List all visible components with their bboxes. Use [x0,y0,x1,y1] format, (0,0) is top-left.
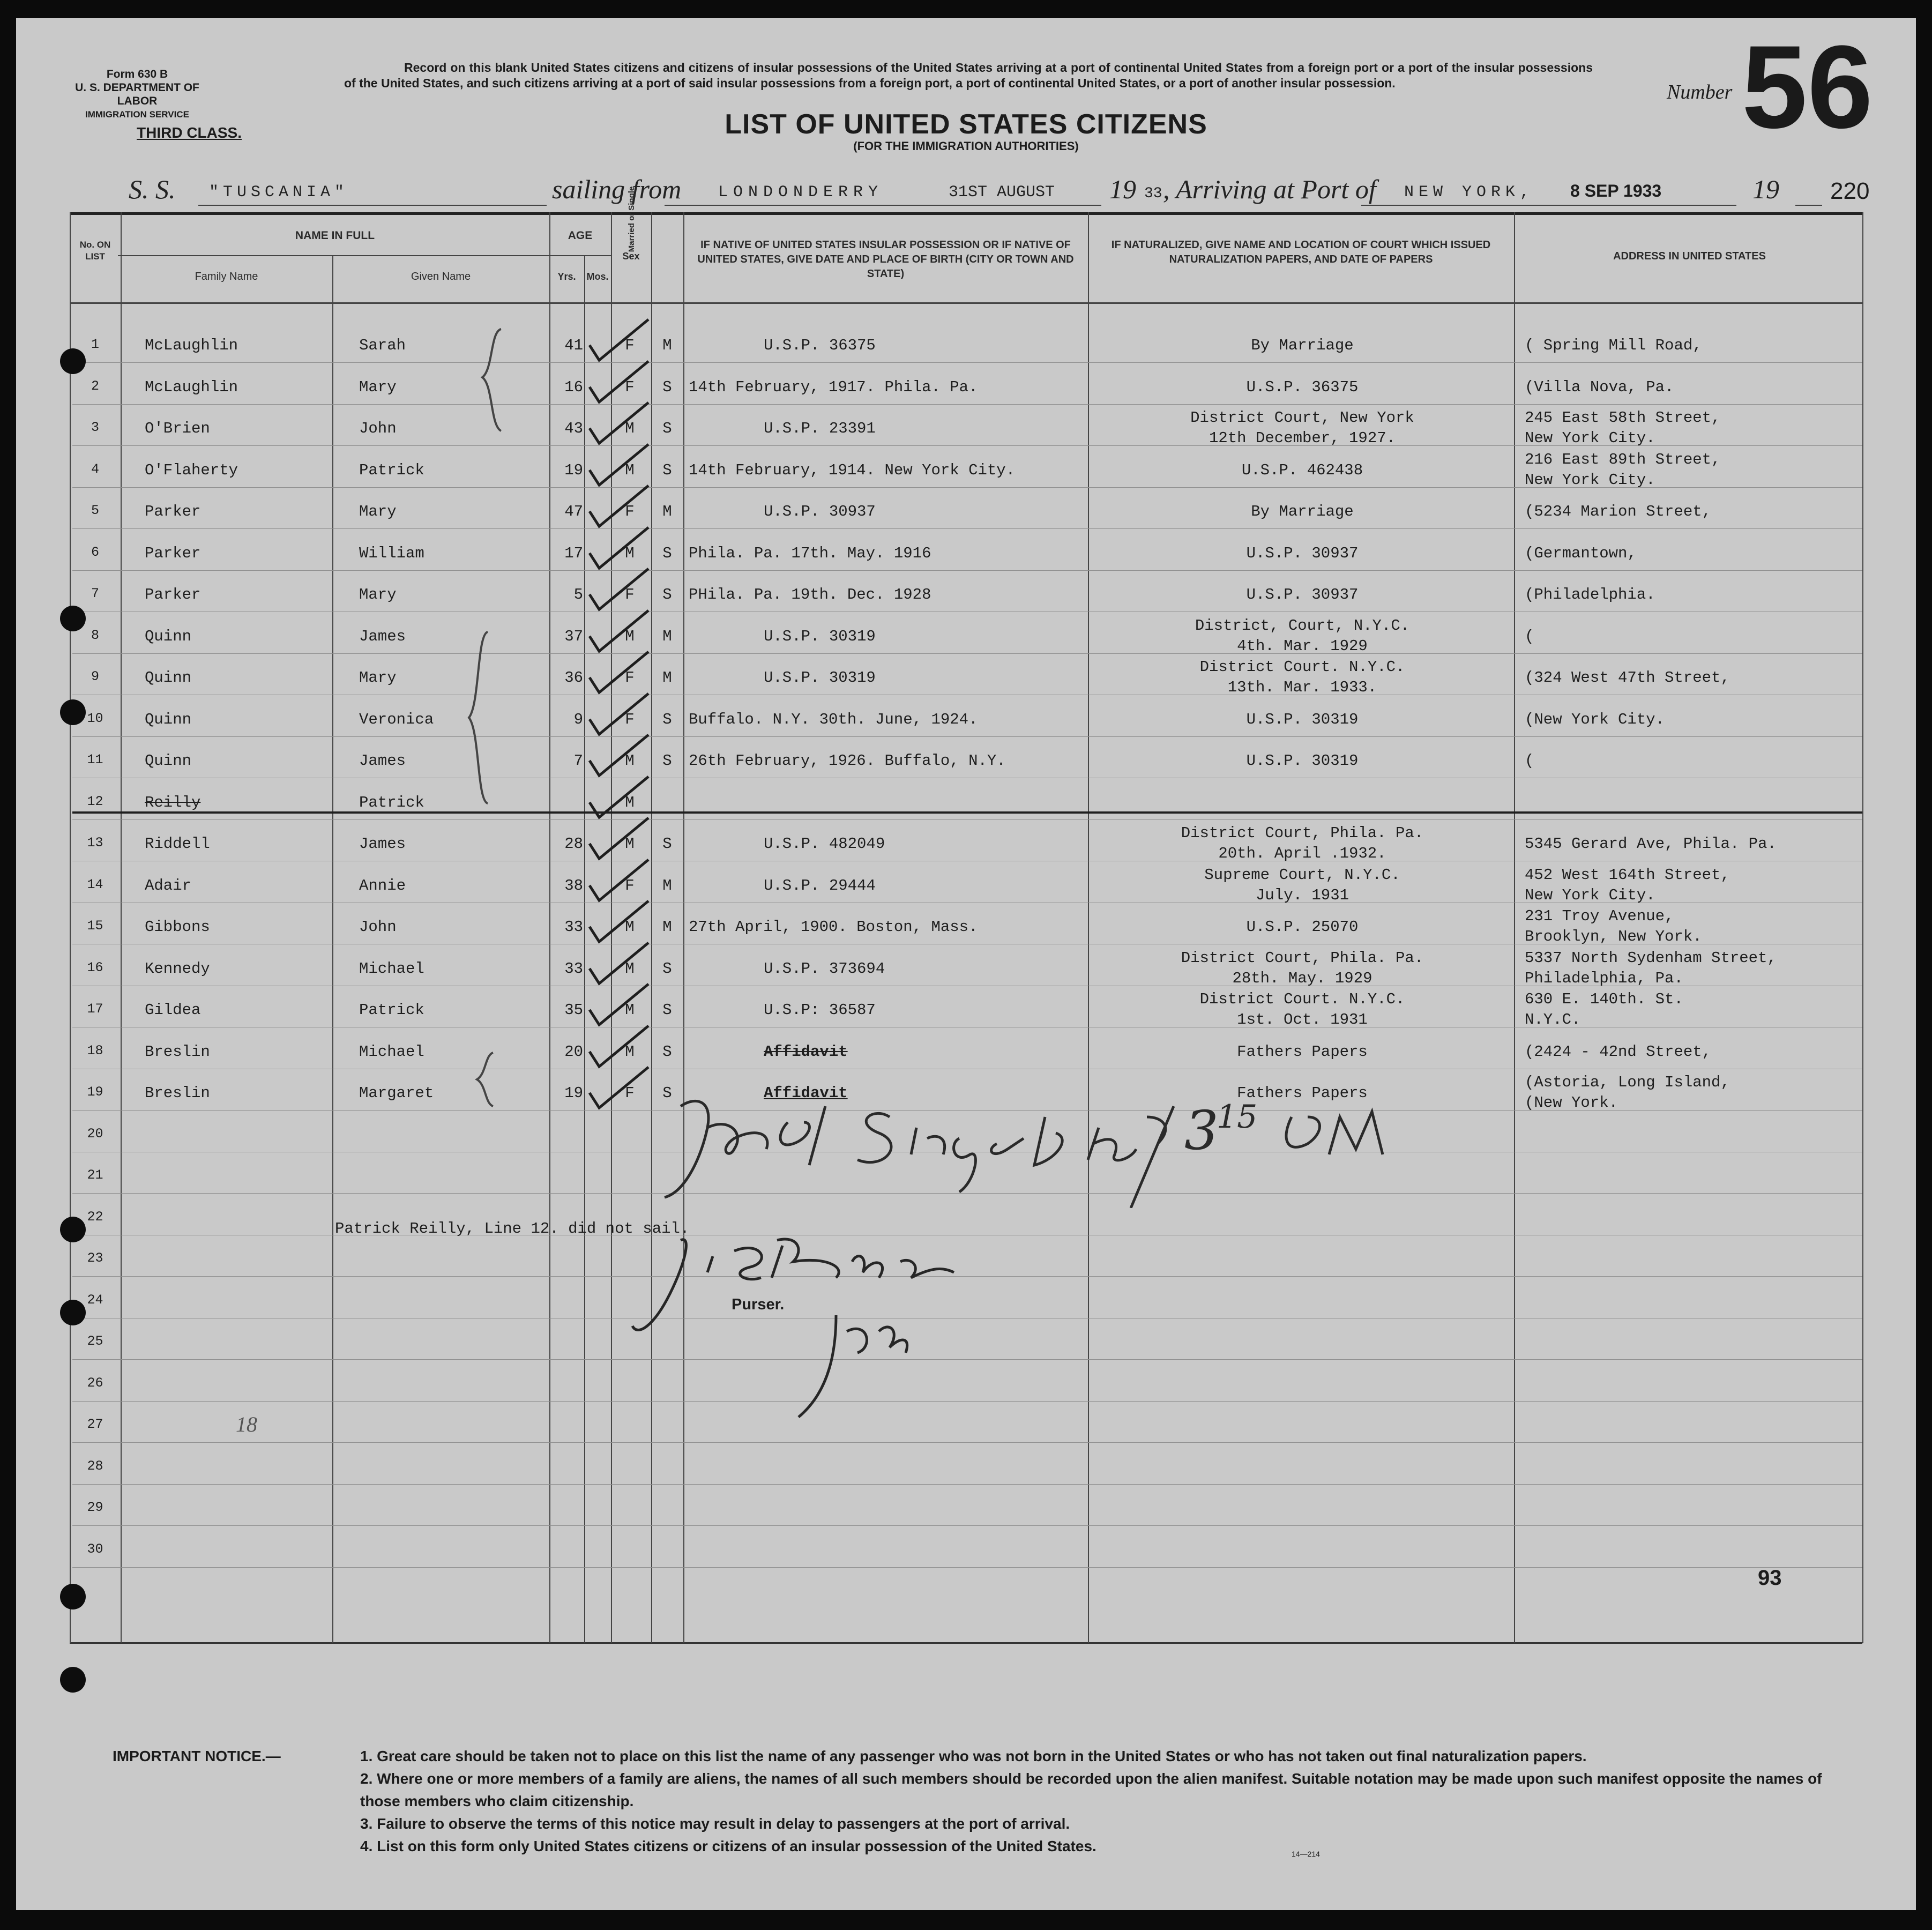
ship-line [129,174,1892,211]
row-number: 7 [91,586,99,601]
check-mark [584,360,654,408]
row-rule [72,819,1862,820]
row-number: 28 [87,1458,103,1474]
given-name: John [359,918,397,936]
birth-info: Affidavit [764,1042,848,1061]
birth-info: PHila. Pa. 19th. Dec. 1928 [689,586,931,603]
birth-info: U.S.P. 373694 [764,959,885,978]
birth-info: 26th February, 1926. Buffalo, N.Y. [689,752,1006,770]
sex: F [625,586,635,603]
age-years: 36 [564,669,583,687]
header-yrs: Yrs. [557,271,576,282]
address: ( [1525,752,1534,770]
inspector-signature [648,1085,1442,1208]
address: (2424 - 42nd Street, [1525,1042,1712,1061]
birth-info: U.S.P: 36587 [764,1001,876,1019]
ss-label: S. S. [129,174,176,204]
naturalization: District, Court, N.Y.C. [1195,616,1410,635]
married-single: S [662,1001,672,1019]
birth-info: Buffalo. N.Y. 30th. June, 1924. [689,710,978,728]
married-single: M [662,876,672,895]
family-name: Quinn [145,627,192,645]
header-family-name: Family Name [195,271,258,282]
address-line-2: (New York. [1525,1094,1618,1112]
naturalization-line-2: 13th. Mar. 1933. [1227,679,1377,696]
port-to: NEW YORK, [1404,183,1535,202]
given-name: James [359,627,406,645]
sex: F [625,337,635,354]
given-name: Mary [359,669,397,687]
row-number: 6 [91,544,99,560]
check-mark [584,401,654,450]
sex: M [625,918,635,936]
family-name: Quinn [145,752,192,770]
sex: M [625,835,635,853]
header-given-name: Given Name [411,271,471,282]
age-years: 37 [564,627,583,645]
header-sex: Sex [622,251,640,262]
page-subtitle: (FOR THE IMMIGRATION AUTHORITIES) [853,139,1079,153]
family-name: Adair [145,876,192,895]
given-name: Patrick [359,461,424,479]
header-naturalized: IF NATURALIZED, GIVE NAME AND LOCATION OF COURT WHICH ISSUED NATURALIZATION PAPERS, AND DATE OF PAPERS [1111,239,1491,265]
row-rule [72,404,1862,405]
sex: F [625,378,635,396]
port-from: LONDONDERRY [718,183,884,202]
family-name: O'Brien [145,420,210,437]
row-rule [72,653,1862,654]
birth-info: U.S.P. 30937 [764,503,876,520]
check-mark [584,859,654,907]
sex: M [625,461,635,479]
year-suffix: 33 [1144,185,1162,202]
sex: M [625,1001,635,1019]
address: ( [1525,627,1534,645]
row-number: 9 [91,669,99,684]
family-name: Breslin [145,1084,210,1102]
birth-info: U.S.P. 36375 [764,337,876,354]
address: (Philadelphia. [1525,586,1655,603]
check-mark [584,817,654,865]
row-number: 10 [87,710,103,726]
naturalization: U.S.P. 36375 [1246,378,1359,396]
department: U. S. DEPARTMENT OF LABOR [75,81,199,107]
given-name: Annie [359,876,406,895]
row-rule [72,1484,1862,1485]
address-line-2: Philadelphia, Pa. [1525,969,1683,987]
check-mark [584,526,654,575]
family-name: Gildea [145,1001,201,1019]
naturalization-line-2: 28th. May. 1929 [1232,969,1372,987]
page-title: LIST OF UNITED STATES CITIZENS [725,109,1207,140]
birth-info: Phila. Pa. 17th. May. 1916 [689,544,931,562]
address: (Astoria, Long Island, [1525,1074,1730,1091]
naturalization-line-2: July. 1931 [1255,886,1349,904]
married-single: S [662,586,672,603]
row-number: 23 [87,1250,103,1266]
address: (Villa Nova, Pa. [1525,378,1674,396]
married-single: M [662,503,672,520]
birth-info: U.S.P. 23391 [764,420,876,437]
married-single: S [662,752,672,770]
check-mark [584,443,654,491]
sex: F [625,710,635,728]
binder-hole [60,699,86,725]
address: 630 E. 140th. St. [1525,990,1683,1008]
age-years: 38 [564,876,583,895]
number-label: Number [1667,81,1733,103]
family-name: Breslin [145,1042,210,1061]
naturalization: District Court, New York [1190,409,1414,427]
address: (New York City. [1525,710,1665,728]
given-name: Patrick [359,793,424,811]
binder-hole [60,1300,86,1325]
married-single: S [662,420,672,437]
check-mark [584,983,654,1031]
notice-item-2: 2. Where one or more members of a family are aliens, the names of all such members should be recorded upon the alien manifest. Suitable notation may be made upon such manifest opposite the names of those members who claim citizenship. [360,1770,1822,1809]
married-single: M [662,337,672,354]
age-years: 33 [564,918,583,936]
birth-info: U.S.P. 29444 [764,876,876,895]
sex: F [625,669,635,687]
birth-info: Affidavit [764,1084,848,1102]
binder-hole [60,348,86,374]
margin-mark: 18 [236,1412,257,1436]
birth-info: U.S.P. 30319 [764,669,876,687]
row-number: 22 [87,1209,103,1225]
given-name: James [359,752,406,770]
binder-hole [60,1584,86,1609]
notice-item-3: 3. Failure to observe the terms of this notice may result in delay to passengers at the port of arrival. [360,1815,1070,1832]
family-name: Parker [145,503,201,520]
header-name-in-full: NAME IN FULL [295,229,375,242]
age-years: 43 [564,420,583,437]
row-number: 21 [87,1167,103,1183]
given-name: Veronica [359,710,434,728]
address: 231 Troy Avenue, [1525,907,1674,925]
naturalization-line-2: 1st. Oct. 1931 [1237,1011,1368,1029]
family-name: Quinn [145,669,192,687]
check-mark [584,609,654,658]
header-age: AGE [568,229,593,242]
row-rule [72,1567,1862,1568]
address: ( Spring Mill Road, [1525,337,1702,354]
address-line-2: N.Y.C. [1525,1011,1581,1029]
age-years: 19 [564,461,583,479]
year-prefix: 19 [1109,174,1136,204]
age-years: 28 [564,835,583,853]
given-name: John [359,420,397,437]
purser-signature [622,1229,1008,1428]
address: 5345 Gerard Ave, Phila. Pa. [1525,835,1777,853]
naturalization: U.S.P. 30937 [1246,586,1359,603]
row-rule [72,570,1862,571]
naturalization: District Court, Phila. Pa. [1181,824,1424,842]
address: 216 East 89th Street, [1525,450,1721,468]
given-name: Patrick [359,1001,424,1019]
row-rule [72,1525,1862,1526]
row-number: 12 [87,793,103,809]
row-rule [72,736,1862,737]
sex: F [625,503,635,520]
row-number: 4 [91,461,99,477]
sex: M [625,544,635,562]
year-prefix-2: 19 [1752,174,1779,204]
given-name: Margaret [359,1084,434,1102]
sex: M [625,752,635,770]
row-number: 16 [87,959,103,975]
row-number: 25 [87,1333,103,1349]
given-name: Mary [359,586,397,603]
check-mark [584,1025,654,1073]
manifest-number: 56 [1742,21,1873,153]
family-name: Gibbons [145,918,210,936]
binder-hole [60,1667,86,1693]
check-mark [584,776,654,824]
family-name: Quinn [145,710,192,728]
family-name: McLaughlin [145,378,238,396]
sex: M [625,420,635,437]
given-name: James [359,835,406,853]
married-single: S [662,959,672,978]
naturalization: U.S.P. 30319 [1246,710,1359,728]
married-single: S [662,544,672,562]
notice-item-1: 1. Great care should be taken not to place on this list the name of any passenger who was not born in the United States or who has not taken out final naturalization papers. [360,1748,1587,1764]
family-name: Parker [145,586,201,603]
notice-lead: IMPORTANT NOTICE.— [113,1748,281,1764]
row-number: 1 [91,337,99,352]
check-mark [584,942,654,990]
family-name: O'Flaherty [145,461,238,479]
age-years: 7 [573,752,583,770]
married-single: S [662,378,672,396]
check-mark [584,692,654,741]
married-single: S [662,1084,672,1102]
age-years: 17 [564,544,583,562]
given-name: William [359,544,424,562]
row-number: 29 [87,1500,103,1515]
married-single: M [662,627,672,645]
row-rule [72,1442,1862,1443]
birth-info: 14th February, 1917. Phila. Pa. [689,378,978,396]
check-mark [584,568,654,616]
age-years: 9 [573,710,583,728]
naturalization-line-2: 4th. Mar. 1929 [1237,637,1368,655]
age-years: 47 [564,503,583,520]
family-name: McLaughlin [145,337,238,354]
naturalization: U.S.P. 25070 [1246,918,1359,936]
row-number: 18 [87,1042,103,1059]
row-number: 5 [91,503,99,518]
row-number: 17 [87,1001,103,1017]
sex: M [625,1042,635,1061]
page-count-mark: 93 [1758,1566,1782,1590]
birth-info: U.S.P. 30319 [764,627,876,645]
birth-info: 27th April, 1900. Boston, Mass. [689,918,978,936]
arrival-stamp: 8 SEP 1933 [1570,181,1662,200]
given-name: Michael [359,959,424,978]
address: 452 West 164th Street, [1525,866,1730,884]
birth-info: U.S.P. 482049 [764,835,885,853]
married-single: S [662,835,672,853]
given-name: Mary [359,378,397,396]
check-mark [584,485,654,533]
family-name: Reilly [145,793,201,811]
address-line-2: New York City. [1525,429,1655,447]
married-single: S [662,710,672,728]
sex: F [625,1084,635,1102]
row-rule [72,362,1862,363]
age-years: 33 [564,959,583,978]
row-number: 20 [87,1126,103,1142]
family-brace-2 [466,629,498,806]
binder-hole [60,606,86,631]
sex: M [625,793,635,811]
row-number: 30 [87,1541,103,1557]
naturalization-line-2: 20th. April .1932. [1218,845,1386,862]
class-label: THIRD CLASS. [137,124,242,141]
age-years: 16 [564,378,583,396]
row-number: 15 [87,918,103,934]
arriving-label: , Arriving at Port of [1163,174,1376,204]
naturalization: Fathers Papers [1237,1042,1368,1061]
address-line-2: New York City. [1525,886,1655,904]
married-single: S [662,1042,672,1061]
row-number: 11 [87,752,103,767]
header-married-single: Married or Single [627,186,636,252]
given-name: Michael [359,1042,424,1061]
did-not-sail-note: Patrick Reilly, Line 12. did not sail. [335,1220,690,1238]
naturalization: District Court. N.Y.C. [1199,990,1405,1008]
row-number: 14 [87,876,103,892]
row-rule [72,528,1862,529]
given-name: Sarah [359,337,406,354]
address-line-2: Brooklyn, New York. [1525,928,1702,945]
row-number: 3 [91,420,99,435]
age-years: 41 [564,337,583,354]
check-mark [584,318,654,367]
naturalization: Supreme Court, N.Y.C. [1204,866,1400,884]
family-name: Kennedy [145,959,210,978]
print-code: 14—214 [1292,1850,1320,1858]
address: (324 West 47th Street, [1525,669,1730,687]
address: 5337 North Sydenham Street, [1525,949,1777,967]
family-brace-1 [480,326,512,434]
check-mark [584,734,654,782]
row-number: 24 [87,1292,103,1308]
family-brace-3 [474,1050,501,1109]
row-number: 2 [91,378,99,394]
address-line-2: New York City. [1525,471,1655,489]
check-mark [584,1066,654,1114]
naturalization: U.S.P. 30937 [1246,544,1359,562]
signature-time-minutes: 15 [1217,1098,1258,1136]
married-single: M [662,669,672,687]
age-years: 35 [564,1001,583,1019]
row-number: 26 [87,1375,103,1391]
check-mark [584,900,654,948]
married-single: M [662,918,672,936]
purser-label: Purser. [732,1296,785,1313]
header-birth: IF NATIVE OF UNITED STATES INSULAR POSSESSION OR IF NATIVE OF UNITED STATES, GIVE DATE AND PLACE OF BIRTH (CITY OR TOWN AND STATE) [697,239,1074,280]
manifest-sheet [16,18,1916,1910]
service: IMMIGRATION SERVICE [85,109,189,120]
sailing-label: sailing from [552,174,682,204]
family-name: Riddell [145,835,210,853]
naturalization: U.S.P. 30319 [1246,752,1359,770]
sail-date: 31ST AUGUST [949,183,1055,202]
family-name: Parker [145,544,201,562]
naturalization: U.S.P. 462438 [1241,461,1363,479]
binder-hole [60,1217,86,1242]
age-years: 19 [564,1084,583,1102]
naturalization: District Court. N.Y.C. [1199,658,1405,676]
sex: M [625,959,635,978]
sex: M [625,627,635,645]
ship-name: "TUSCANIA" [209,183,349,202]
notice-item-4: 4. List on this form only United States citizens or citizens of an insular possession of the United States. [360,1838,1096,1854]
row-number: 27 [87,1417,103,1432]
header-no-on-list: No. ON LIST [79,240,111,262]
naturalization: By Marriage [1251,337,1354,354]
age-years: 5 [573,586,583,603]
form-number: Form 630 B [106,68,168,80]
corner-number: 220 [1830,178,1870,204]
header-address: ADDRESS IN UNITED STATES [1613,250,1766,262]
row-number: 13 [87,835,103,851]
row-number: 8 [91,627,99,643]
address: (5234 Marion Street, [1525,503,1712,520]
naturalization: Fathers Papers [1237,1084,1368,1102]
naturalization: By Marriage [1251,503,1354,520]
signature-time-digit: 3 [1184,1099,1219,1162]
address: 245 East 58th Street, [1525,409,1721,427]
naturalization: District Court, Phila. Pa. [1181,949,1424,967]
given-name: Mary [359,503,397,520]
sex: F [625,876,635,895]
row-number: 19 [87,1084,103,1100]
address: (Germantown, [1525,544,1637,562]
married-single: S [662,461,672,479]
birth-info: 14th February, 1914. New York City. [689,461,1016,479]
check-mark [584,651,654,699]
age-years: 20 [564,1042,583,1061]
header-mos: Mos. [586,271,609,282]
naturalization-line-2: 12th December, 1927. [1209,429,1396,447]
intro-text: Record on this blank United States citizens and citizens of insular possessions of the United States arriving at a port of continental United States from a foreign port or a port of the insular possessions of the United States, and such citizens arriving at a port of said insular possessions from a foreign port, a port of continental United States, or a port of another insular possession. [344,61,1593,90]
